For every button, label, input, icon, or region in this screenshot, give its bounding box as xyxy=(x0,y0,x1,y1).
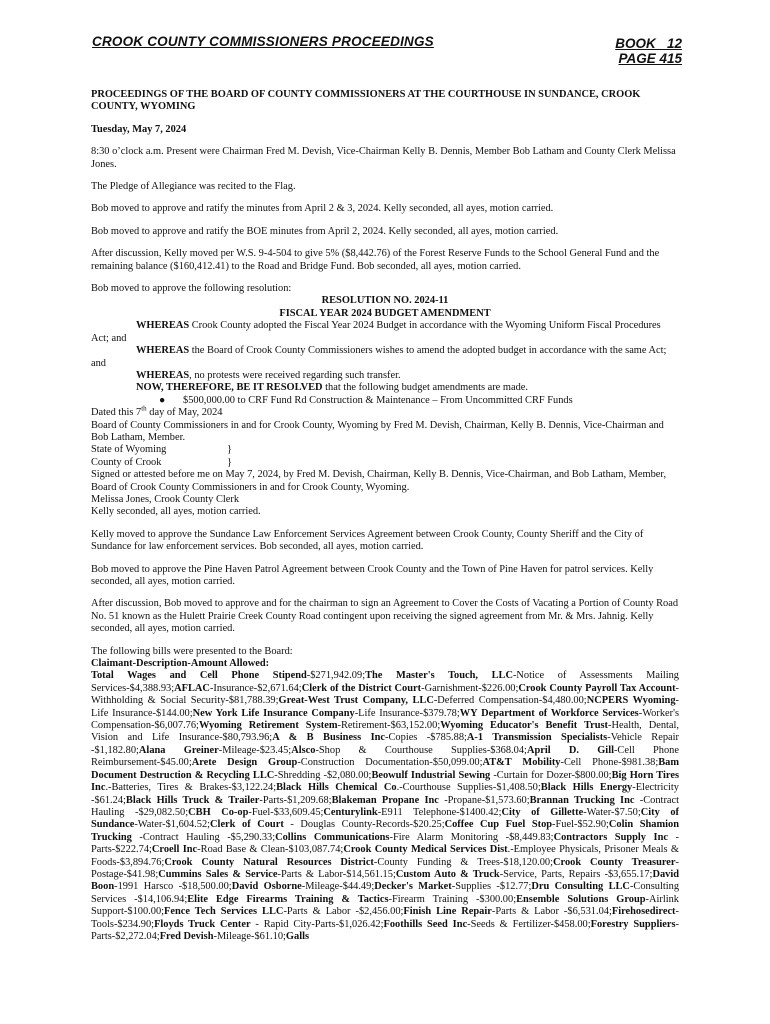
bill-claimant: AFLAC xyxy=(174,682,210,694)
bill-description: -Health, Dental, Vision and Life Insurance-$80,793.96; xyxy=(91,720,679,744)
bill-description: -Notice of Assessments Mailing Services-$4,388.93; xyxy=(91,670,679,694)
paragraph-resolution-intro: Bob moved to approve the following resolution: xyxy=(91,283,292,295)
bill-claimant: Collins Communications xyxy=(275,831,390,843)
bill-claimant: Custom Auto & Truck xyxy=(395,868,500,880)
board-signature: Board of County Commissioners in and for Crook County, Wyoming by Fred M. Devish, Chairman, Kelly B. Dennis, Vice-Chairman and Bob Latham, Member. xyxy=(91,419,664,443)
bill-description: -Tools-$234.90; xyxy=(91,906,679,930)
bill-description: -Service, Parts, Repairs -$3,655.17; xyxy=(499,868,653,880)
bill-claimant: Coffee Cup Fuel Stop xyxy=(444,819,553,831)
county-line: County of Crook } xyxy=(91,456,232,468)
bill-claimant: A-1 Transmission Specialists xyxy=(466,732,608,744)
bill-description: - Rapid City-Parts-$1,026.42; xyxy=(250,918,384,930)
bill-description: -Copies -$785.88; xyxy=(385,732,467,744)
bill-claimant: WY Department of Workforce Services xyxy=(459,707,639,719)
bill-description: -Fuel-$33,609.45; xyxy=(248,806,324,818)
bills-list xyxy=(91,670,679,943)
bill-description: .-Batteries, Tires & Brakes-$3,122.24; xyxy=(105,782,277,794)
bill-description: -Consulting Services -$14,106.94; xyxy=(91,881,680,905)
bill-description: -Mileage-$61.10; xyxy=(213,930,286,942)
state-line: State of Wyoming } xyxy=(91,444,232,456)
clerk-name: Melissa Jones, Crook County Clerk xyxy=(91,493,240,505)
whereas-3: WHEREAS, no protests were received regarding such transfer. xyxy=(136,369,401,381)
bill-description: .-Employee Physicals, Prisoner Meals & Foods-$3,894.76; xyxy=(91,844,679,868)
paragraph-vacating: After discussion, Bob moved to approve and for the chairman to sign an Agreement to Cover the Costs of Vacating a Portion of County Road No. 51 known as the Hulett Prairie Creek County Road contingent upon receiving the signed agreement from Mr. & Mrs. Jahnig. Kelly seconded, all ayes, motion carried. xyxy=(91,598,679,635)
bill-description: -Seeds & Fertilizer-$458.00; xyxy=(467,918,591,930)
bill-description: -Propane-$1,573.60; xyxy=(438,794,530,806)
bill-description: -Life Insurance-$144.00; xyxy=(91,695,679,719)
bill-claimant: Total Wages and Cell Phone Stipend xyxy=(91,670,307,682)
bill-claimant: Fence Tech Services LLC xyxy=(164,906,284,918)
bills-intro: The following bills were presented to the Board: xyxy=(91,645,293,657)
header-page: PAGE 415 xyxy=(618,51,682,66)
bill-claimant: Wyoming Educator's Benefit Trust xyxy=(440,720,609,732)
bill-description: -Contract Hauling -$5,290.33; xyxy=(131,831,276,843)
bill-claimant: Alsco xyxy=(291,744,316,756)
bills-header: Claimant-Description-Amount Allowed: xyxy=(91,658,270,670)
paragraph-law-enforcement: Kelly moved to approve the Sundance Law Enforcement Services Agreement between Crook County, County Sheriff and the City of Sundance for law enforcement services. Bob seconded, all ayes, motion carried. xyxy=(91,528,644,553)
bill-claimant: Dru Consulting LLC xyxy=(531,881,630,893)
bill-claimant: Beowulf Industrial Sewing xyxy=(371,769,491,781)
bill-description: -Curtain for Dozer-$800.00; xyxy=(490,769,612,781)
bill-claimant: NCPERS Wyoming xyxy=(586,695,676,707)
bill-claimant: Firehosedirect xyxy=(611,906,676,918)
bill-claimant: Finish Line Repair xyxy=(403,906,492,918)
resolved: NOW, THEREFORE, BE IT RESOLVED that the following budget amendments are made. xyxy=(136,382,528,394)
bill-claimant: Crook County Natural Resources District xyxy=(164,856,374,868)
bill-claimant: David Boon xyxy=(91,868,679,893)
bill-claimant: Crook County Medical Services Dist xyxy=(343,844,508,856)
bill-claimant: Centurylink xyxy=(323,806,378,818)
bill-description: -Mileage-$23.45; xyxy=(218,744,292,756)
bill-description: .-Courthouse Supplies-$1,408.50; xyxy=(396,782,541,794)
header-title: CROOK COUNTY COMMISSIONERS PROCEEDINGS xyxy=(92,34,434,49)
bill-description: -$271,942.09; xyxy=(306,670,366,682)
page-header xyxy=(92,36,682,68)
document-body xyxy=(91,89,679,943)
bill-description: -Fire Alarm Monitoring -$8,449.83; xyxy=(389,831,554,843)
header-book-page xyxy=(615,36,682,66)
header-book: BOOK 12 xyxy=(615,36,682,51)
bill-claimant: City of Sundance xyxy=(91,806,679,831)
bill-claimant: Croell Inc xyxy=(151,844,198,856)
bill-claimant: David Osborne xyxy=(231,881,302,893)
bullet-icon: ● xyxy=(159,394,166,406)
bill-description: -Electricity -$61.24; xyxy=(91,782,679,806)
bill-claimant: Fred Devish xyxy=(159,930,214,942)
bill-claimant: Black Hills Energy xyxy=(540,782,633,794)
bill-claimant: Ensemble Solutions Group xyxy=(516,893,646,905)
meeting-date: Tuesday, May 7, 2024 xyxy=(91,123,187,135)
bill-claimant: Floyds Truck Center xyxy=(154,918,251,930)
bill-claimant: Brannan Trucking Inc xyxy=(529,794,635,806)
proceedings-heading: PROCEEDINGS OF THE BOARD OF COUNTY COMMISSIONERS AT THE COURTHOUSE IN SUNDANCE, CROOK COUNTY, WYOMING xyxy=(91,89,641,113)
bill-description: -Firearm Training -$300.00; xyxy=(388,893,517,905)
bill-description: -Life Insurance-$379.78; xyxy=(354,707,460,719)
bill-description: -Supplies -$12.77; xyxy=(451,881,532,893)
bill-claimant: City of Gillette xyxy=(501,806,584,818)
bill-claimant: Black Hills Truck & Trailer xyxy=(125,794,260,806)
bill-claimant: Forestry Suppliers xyxy=(590,918,676,930)
bill-description: -E911 Telephone-$1400.42; xyxy=(377,806,502,818)
bill-claimant: Clerk of the District Court xyxy=(301,682,422,694)
bill-claimant: Arete Design Group xyxy=(191,757,298,769)
bill-claimant: New York Life Insurance Company xyxy=(192,707,355,719)
bill-claimant: AT&T Mobility xyxy=(482,757,561,769)
paragraph-forest-reserve: After discussion, Kelly moved per W.S. 9-4-504 to give 5% ($8,442.76) of the Forest Reserve Funds to the School General Fund and the remaining balance ($160,412.41) to the Road and Bridge Fund. Bob seconded, all ayes, motion carried. xyxy=(91,248,660,272)
bill-claimant: A & B Business Inc xyxy=(272,732,386,744)
dated-line: Dated this 7th day of May, 2024 xyxy=(91,404,223,419)
whereas-2: WHEREAS the Board of Crook County Commissioners wishes to amend the adopted budget in accordance with the same Act; and xyxy=(91,345,667,369)
bill-claimant: Crook County Treasurer xyxy=(553,856,676,868)
paragraph-pine-haven: Bob moved to approve the Pine Haven Patrol Agreement between Crook County and the Town of Pine Haven for patrol services. Kelly seconded, all ayes, motion carried. xyxy=(91,563,654,587)
bill-description: -Cell Phone-$981.38; xyxy=(560,757,659,769)
bill-claimant: Alana Greiner xyxy=(138,744,219,756)
bill-description: -Insurance-$2,671.64; xyxy=(209,682,302,694)
resolution-number: RESOLUTION NO. 2024-11 xyxy=(321,295,449,307)
bill-description: -Retirement-$63,152.00; xyxy=(337,720,441,732)
bill-claimant: Wyoming Retirement System xyxy=(198,720,338,732)
whereas-1: WHEREAS Crook County adopted the Fiscal Year 2024 Budget in accordance with the Wyoming Uniform Fiscal Procedures Act; and xyxy=(91,320,661,344)
paragraph-pledge: The Pledge of Allegiance was recited to the Flag. xyxy=(91,181,296,193)
bill-claimant: Decker's Market xyxy=(374,881,452,893)
paragraph-present: 8:30 o’clock a.m. Present were Chairman Fred M. Devish, Vice-Chairman Kelly B. Dennis, Member Bob Latham and County Clerk Melissa Jones. xyxy=(91,146,676,170)
resolution-block xyxy=(91,295,679,518)
bill-description: -Shop & Courthouse Supplies-$368.04; xyxy=(315,744,527,756)
bill-description: -Withholding & Social Security-$81,788.39; xyxy=(91,682,680,707)
bill-claimant: Big Horn Tires Inc xyxy=(91,769,679,794)
bill-description: -Cell Phone Reimbursement-$45.00; xyxy=(91,744,679,769)
bill-claimant: Cummins Sales & Service xyxy=(158,868,278,880)
bill-claimant: Great-West Trust Company, LLC xyxy=(278,695,434,707)
bill-description: -Deferred Compensation-$4,480.00; xyxy=(433,695,587,707)
bill-description: -Water-$1,604.52; xyxy=(134,819,211,831)
bill-description: -Parts-$2,272.04; xyxy=(91,918,679,942)
bill-description: -Road Base & Clean-$103,087.74; xyxy=(197,844,344,856)
budget-amendment-item: ● $500,000.00 to CRF Fund Rd Construction & Maintenance – From Uncommitted CRF Funds xyxy=(159,394,573,406)
bill-description: -Water-$7.50; xyxy=(583,806,641,818)
bill-claimant: Foothills Seed Inc xyxy=(383,918,468,930)
bill-description: - Douglas County-Records-$20.25; xyxy=(283,819,445,831)
resolution-title: FISCAL YEAR 2024 BUDGET AMENDMENT xyxy=(279,307,491,319)
bill-description: -Parts & Labor -$6,531.04; xyxy=(491,906,612,918)
bill-description: -County Funding & Trees-$18,120.00; xyxy=(373,856,554,868)
bill-description: -Airlink Support-$100.00; xyxy=(91,893,680,918)
bill-claimant: Bam Document Destruction & Recycling LLC xyxy=(91,757,680,781)
bill-description: -Fuel-$52.90; xyxy=(552,819,609,831)
bill-description: -Worker's Compensation-$6,007.76; xyxy=(91,707,680,732)
bill-description: -Construction Documentation-$50,099.00; xyxy=(297,757,483,769)
bill-claimant: Black Hills Chemical Co xyxy=(276,782,397,794)
bill-description: -Vehicle Repair -$1,182.80; xyxy=(91,732,679,756)
bill-description: -Parts-$1,209.68; xyxy=(259,794,332,806)
bill-description: -Parts & Labor-$14,561.15; xyxy=(277,868,396,880)
bill-claimant: April D. Gill xyxy=(526,744,614,756)
bill-claimant: Crook County Payroll Tax Account xyxy=(518,682,676,694)
bill-claimant: CBH Co-op xyxy=(188,806,249,818)
paragraph-boe: Bob moved to approve and ratify the BOE minutes from April 2, 2024. Kelly seconded, all ayes, motion carried. xyxy=(91,225,559,237)
bill-description: -Mileage-$44.49; xyxy=(301,881,375,893)
bill-claimant: Blakeman Propane Inc xyxy=(331,794,439,806)
bill-description: -1991 Harsco -$18,500.00; xyxy=(114,881,232,893)
bill-description: -Parts-$222.74; xyxy=(91,831,680,856)
paragraph-minutes: Bob moved to approve and ratify the minutes from April 2 & 3, 2024. Kelly seconded, all ayes, motion carried. xyxy=(91,203,554,215)
bill-description: -Parts & Labor -$2,456.00; xyxy=(283,906,404,918)
bill-claimant: The Master's Touch, LLC xyxy=(365,670,513,682)
bill-claimant: Galls xyxy=(285,930,310,942)
bill-description: -Postage-$41.98; xyxy=(91,856,679,880)
attestation: Signed or attested before me on May 7, 2024, by Fred M. Devish, Chairman, Kelly B. Dennis, Vice-Chairman, and Bob Latham, Member, Board of Crook County Commissioners in and for Crook County, Wyoming. xyxy=(91,469,667,493)
bill-claimant: Colin Shamion Trucking xyxy=(91,819,679,843)
bill-description: -Contract Hauling -$29,082.50; xyxy=(91,794,680,818)
bill-claimant: Clerk of Court xyxy=(210,819,284,831)
bill-description: -Garnishment-$226.00; xyxy=(421,682,519,694)
bill-description: -Shredding -$2,080.00; xyxy=(274,769,372,781)
resolution-seconded: Kelly seconded, all ayes, motion carried. xyxy=(91,506,261,518)
bill-claimant: Elite Edge Firearms Training & Tactics xyxy=(187,893,389,905)
bill-claimant: Contractors Supply Inc xyxy=(553,831,668,843)
